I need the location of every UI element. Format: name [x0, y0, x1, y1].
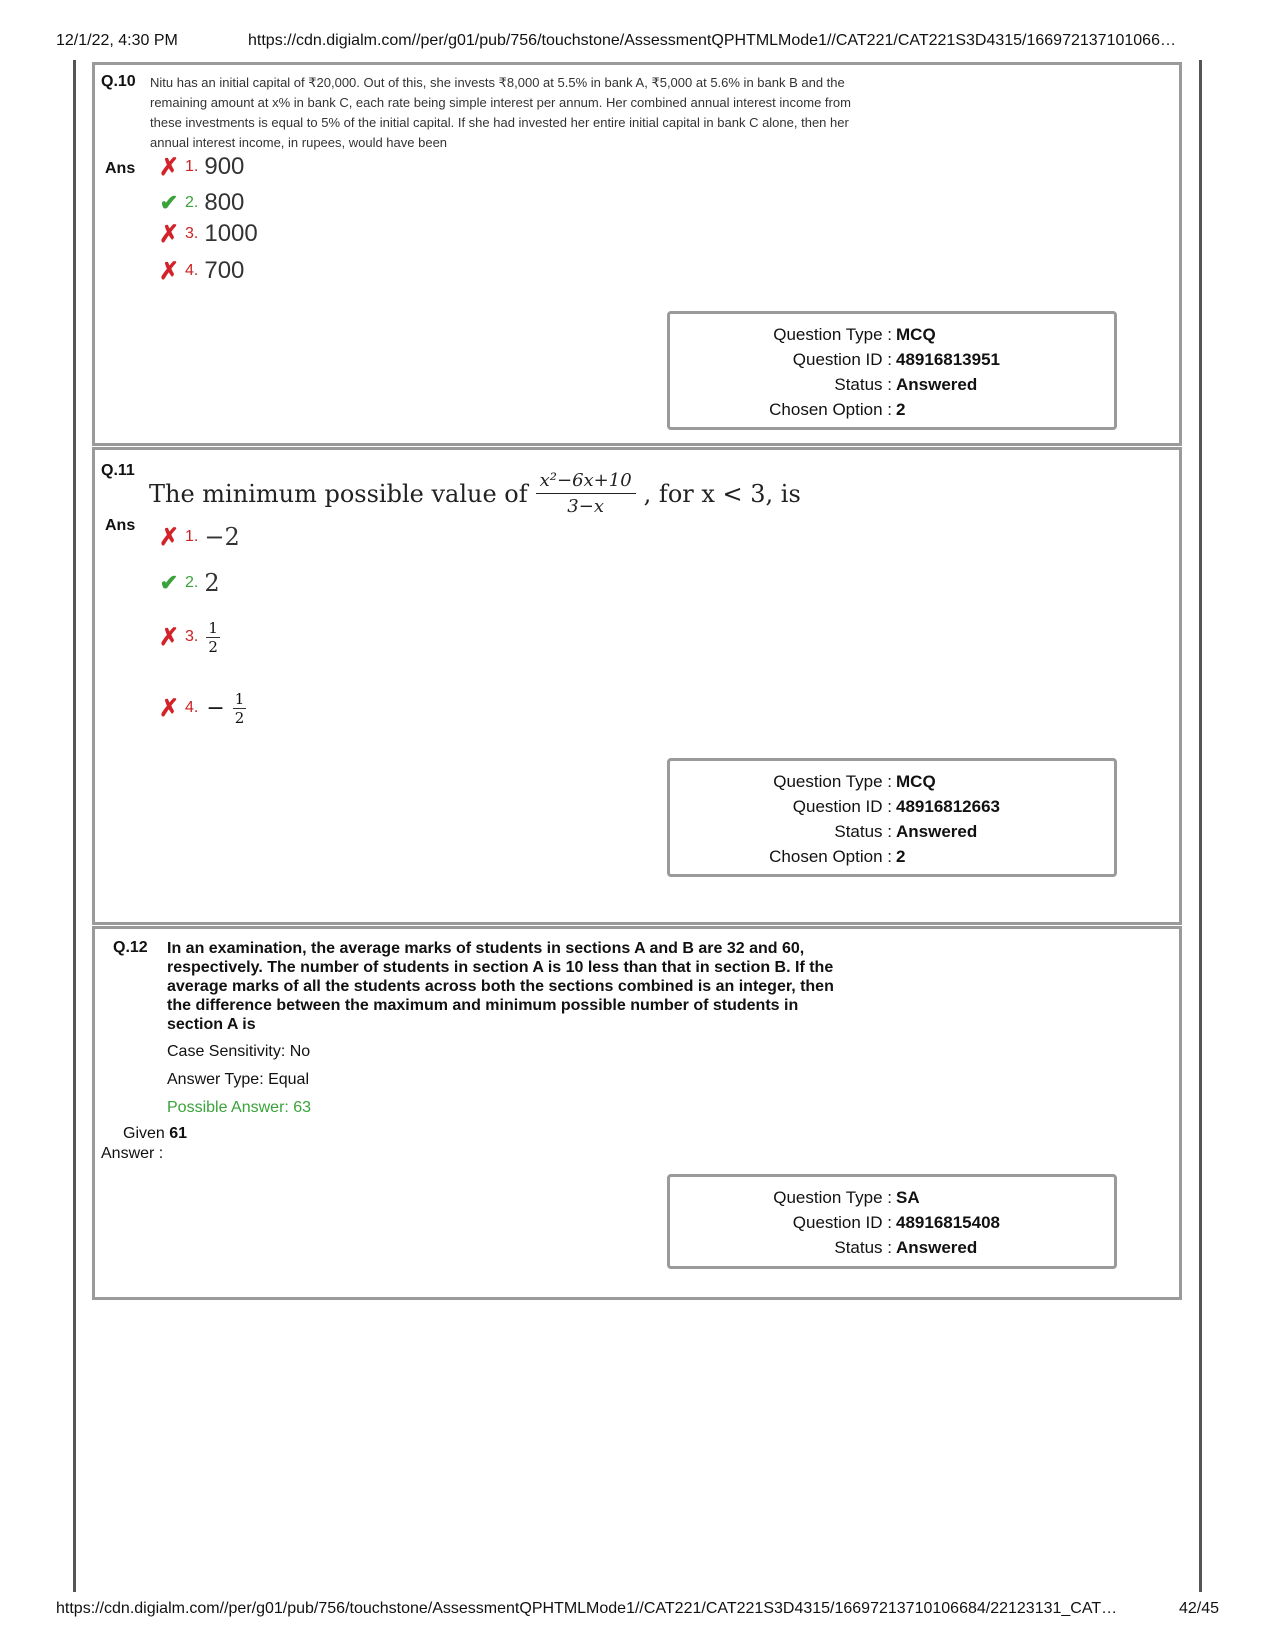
footer-url[interactable]: https://cdn.digialm.com//per/g01/pub/756/touchstone/AssessmentQPHTMLMode1//CAT221/CAT221S3D4315/16697213710106684/22123131_CAT…	[56, 1600, 1118, 1617]
meta-question-id: Question ID : 48916812663	[792, 797, 1001, 816]
given-answer	[123, 1125, 187, 1143]
meta-status: Status : Answered	[834, 822, 978, 841]
option-3	[157, 618, 220, 656]
option-value: 700	[204, 257, 245, 284]
option-1	[157, 522, 240, 552]
cross-icon: ✗	[158, 623, 180, 651]
check-icon: ✔	[159, 190, 179, 215]
check-icon: ✔	[159, 570, 179, 595]
print-url[interactable]: https://cdn.digialm.com//per/g01/pub/756/touchstone/AssessmentQPHTMLMode1//CAT221/CAT221S3D4315/166972137101066…	[248, 32, 1176, 49]
answer-type: Answer Type: Equal	[167, 1071, 310, 1088]
given-label: Given	[123, 1125, 165, 1142]
meta-question-type: Question Type : SA	[773, 1188, 920, 1207]
option-fraction	[233, 690, 247, 727]
option-2	[157, 188, 244, 218]
question-11-panel	[92, 447, 1182, 925]
option-3	[157, 219, 258, 249]
meta-status: Status : Answered	[834, 1238, 978, 1257]
print-datetime: 12/1/22, 4:30 PM	[56, 32, 178, 49]
meta-question-type: Question Type : MCQ	[773, 325, 936, 344]
question-number: Q.12	[113, 939, 148, 956]
cross-icon: ✗	[158, 220, 180, 248]
option-fraction	[206, 619, 220, 656]
print-footer	[56, 1600, 1219, 1620]
fraction-denominator: 2	[208, 637, 218, 656]
fraction-denominator: 2	[234, 708, 245, 727]
option-1	[157, 152, 244, 182]
answer-label: Answer :	[101, 1145, 164, 1162]
fraction	[536, 470, 636, 517]
meta-question-id: Question ID : 48916815408	[792, 1213, 1001, 1232]
meta-question-id: Question ID : 48916813951	[792, 350, 1001, 369]
question-meta-box	[667, 758, 1117, 877]
meta-question-type: Question Type : MCQ	[773, 772, 936, 791]
option-number: 1.	[185, 528, 199, 545]
print-header	[56, 32, 1219, 52]
cross-icon: ✗	[158, 257, 180, 285]
question-number: Q.10	[101, 73, 136, 90]
meta-chosen-option: Chosen Option : 2	[769, 400, 906, 419]
left-rule	[73, 60, 76, 1592]
option-number: 3.	[185, 225, 199, 242]
option-number: 1.	[185, 158, 199, 175]
fraction-denominator: 3−x	[567, 496, 604, 517]
option-number: 3.	[185, 628, 199, 645]
option-value: −2	[204, 523, 240, 551]
page-number: 42/45	[1178, 1600, 1219, 1617]
option-4	[157, 256, 244, 286]
ans-label: Ans	[105, 160, 136, 177]
meta-status: Status : Answered	[834, 375, 978, 394]
option-number: 4.	[185, 699, 199, 716]
option-number: 2.	[185, 574, 199, 591]
minus-sign: −	[206, 695, 225, 721]
question-12-panel	[92, 926, 1182, 1300]
option-value: 2	[204, 569, 220, 597]
question-10-panel	[92, 62, 1182, 446]
right-rule	[1199, 60, 1202, 1592]
possible-answer: Possible Answer: 63	[167, 1099, 312, 1116]
cross-icon: ✗	[158, 694, 180, 722]
question-text	[149, 470, 801, 517]
fraction-numerator: 1	[208, 618, 218, 637]
question-text-before: The minimum possible value of	[149, 479, 528, 508]
question-text: In an examination, the average marks of students in sections A and B are 32 and 60, respectively. The number of students in section A is 10 less than that in section B. If the average marks of all the students across both the sections combined is an integer, then the difference between the maximum and minimum possible number of students in section A is	[167, 940, 834, 1033]
question-text: Nitu has an initial capital of ₹20,000. Out of this, she invests ₹8,000 at 5.5% in bank A, ₹5,000 at 5.6% in bank B and the remaining amount at x% in bank C, each rate being simple interest per annum. Her combined annual interest income from these investments is equal to 5% of the initial capital. If she had invested her entire initial capital in bank C alone, then her annual interest income, in rupees, would have been	[150, 75, 851, 150]
fraction-numerator: x²−6x+10	[536, 470, 636, 494]
question-meta-box	[667, 311, 1117, 430]
option-2	[157, 568, 220, 598]
ans-label: Ans	[105, 517, 136, 534]
option-number: 4.	[185, 262, 199, 279]
option-number: 2.	[185, 194, 199, 211]
option-4	[157, 689, 246, 727]
meta-chosen-option: Chosen Option : 2	[769, 847, 906, 866]
case-sensitivity: Case Sensitivity: No	[167, 1043, 311, 1060]
fraction-numerator: 1	[234, 689, 245, 708]
question-meta-box	[667, 1174, 1117, 1269]
given-value: 61	[169, 1125, 188, 1142]
cross-icon: ✗	[158, 153, 180, 181]
option-value: 900	[204, 153, 245, 180]
question-number: Q.11	[101, 462, 135, 479]
option-value: 800	[204, 189, 245, 216]
question-text-after: , for x < 3, is	[643, 479, 801, 508]
option-value: 1000	[204, 220, 258, 247]
cross-icon: ✗	[158, 523, 180, 551]
